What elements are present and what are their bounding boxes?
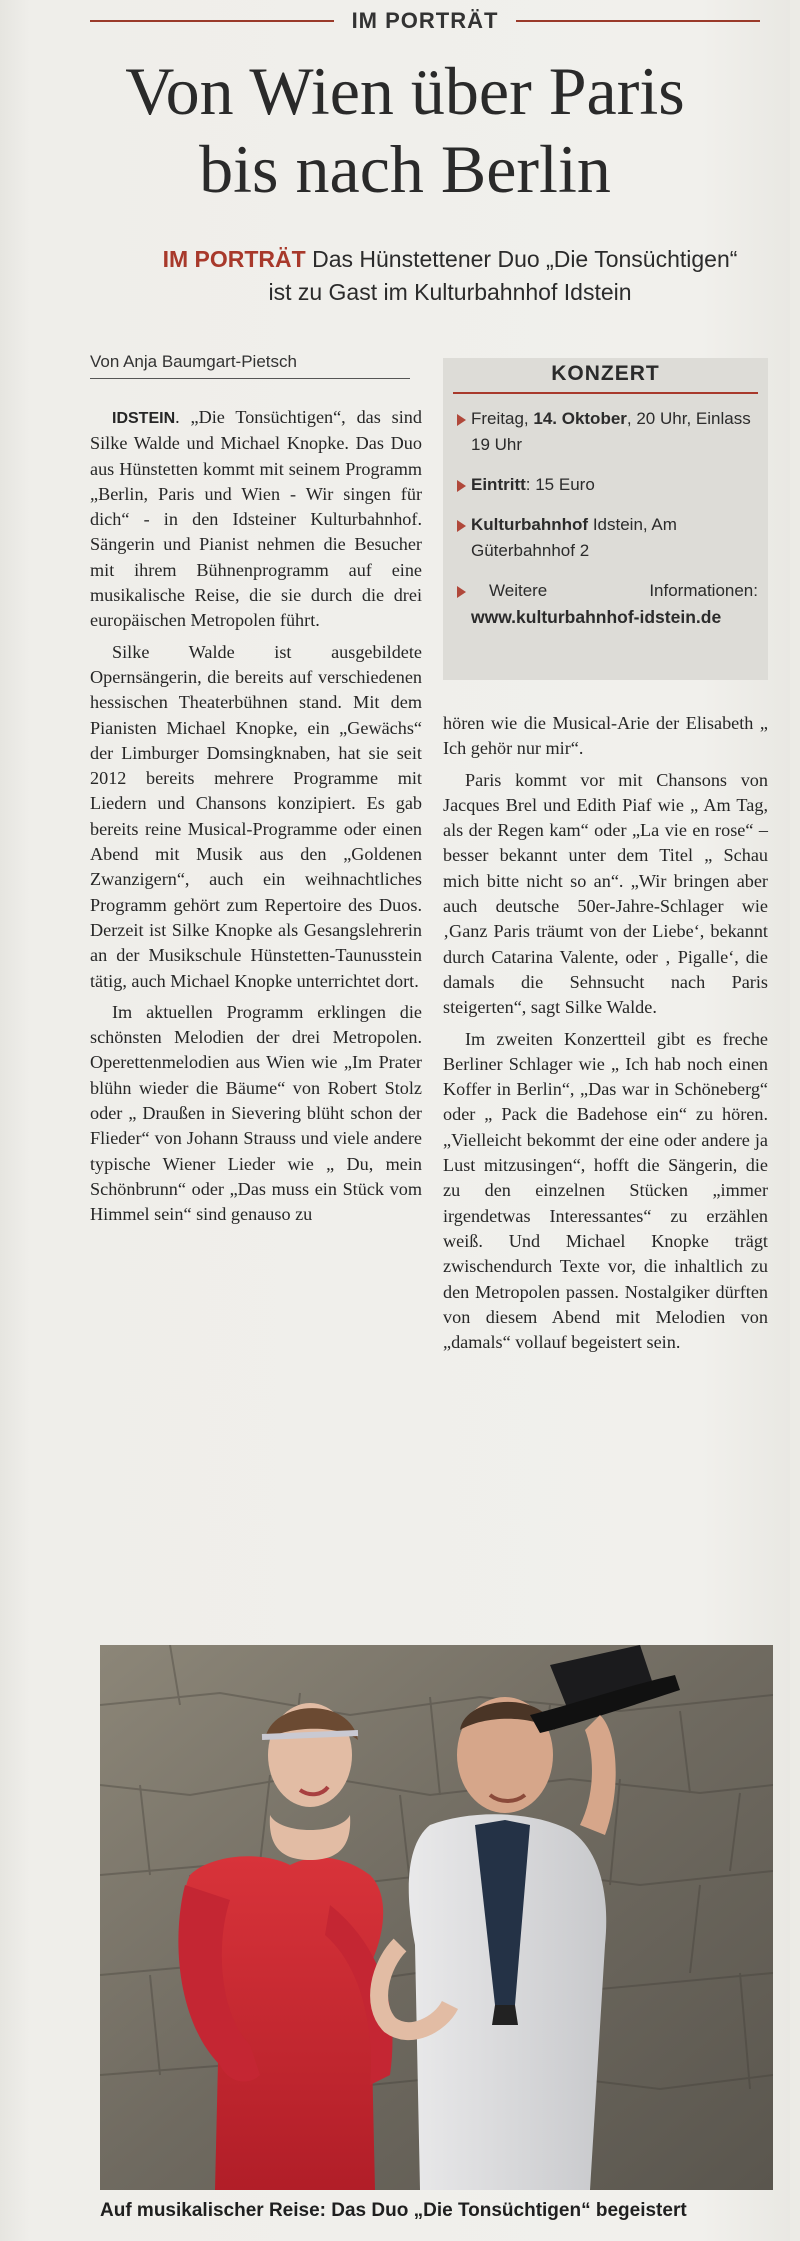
article-column-right bbox=[443, 711, 768, 1355]
more-info-word-2: Informationen: bbox=[649, 581, 758, 600]
infobox-url[interactable]: www.kulturbahnhof-idstein.de bbox=[471, 607, 722, 627]
section-kicker-row bbox=[90, 6, 760, 36]
article-paragraph-3: Im aktuellen Programm erklingen die schönsten Melodien der drei Metropolen. Operettenmelodien aus Wien wie „Im Prater blühn wieder die Bäume“ von Robert Stolz oder „ Draußen in Sievering blüht schon der Flieder“ von Johann Strauss und viele andere typische Wiener Lieder wie „ Du, mein Schönbrunn“ oder „Das muss ein Stück vom Himmel sein“ sind genauso zu bbox=[90, 1001, 422, 1225]
triangle-bullet-icon bbox=[457, 414, 466, 426]
dateline: IDSTEIN bbox=[112, 410, 176, 427]
date-suffix: , 20 Uhr, Einlass 19 Uhr bbox=[471, 409, 751, 454]
photo-caption bbox=[100, 2198, 773, 2226]
article-paragraph-4: hören wie die Musical-Arie der Elisabeth „ Ich gehör nur mir“. bbox=[443, 713, 768, 759]
infobox-more-info bbox=[453, 578, 758, 630]
article-paragraph-2: Silke Walde ist ausgebildete Opernsängerin, die bereits auf verschiedenen hessischen Theaterbühnen stand. Mit dem Pianisten Michael Knopke, ein „Gewächs“ der Limburger Domsingknaben, hat sie seit 2012 bereits mehrere Programme mit Liedern und Chansons konzipiert. Es gab bereits reine Musical-Programme oder einen Abend mit Musik aus den „Goldenen Zwanzigern“, auch ein weihnachtliches Programm gehört zum Repertoire des Duos. Derzeit ist Silke Knopke als Gesangslehrerin an der Musikschule Hünstetten-Taunusstein tätig, auch Michael Knopke unterrichtet dort. bbox=[90, 641, 422, 991]
kicker-rule-right bbox=[516, 20, 760, 22]
article-paragraph-6: Im zweiten Konzertteil gibt es freche Berliner Schlager wie „ Ich hab noch einen Koffer in Berlin“, „Das war in Schöneberg“ oder „ Pack die Badehose ein“ zu hören. „Vielleicht bekommt der eine oder andere ja Lust mitzusingen“, hofft die Sängerin, die zu den einzelnen Stücken „immer irgendetwas Interessantes“ zu erzählen weiß. Und Michael Knopke trägt zwischendurch Texte vor, die inhaltlich zu den Metropolen passen. Nostalgiker dürften von diesem Abend mit Melodien von „damals“ vollauf begeistert sein. bbox=[443, 1028, 768, 1353]
kicker-rule-left bbox=[90, 20, 334, 22]
infobox-venue bbox=[453, 512, 758, 564]
more-info-line bbox=[471, 578, 758, 604]
triangle-bullet-icon bbox=[457, 520, 466, 532]
caption-text: Auf musikalischer Reise: Das Duo „Die Tonsüchtigen“ begeistert bbox=[100, 2200, 687, 2221]
venue-bold: Kulturbahnhof bbox=[471, 515, 589, 534]
article-paragraph-1 bbox=[90, 405, 422, 634]
entry-value: : 15 Euro bbox=[525, 475, 595, 494]
subheadline-kicker: IM PORTRÄT bbox=[162, 246, 306, 272]
subheadline bbox=[150, 243, 750, 309]
venue-rest: Idstein, Am Güterbahnhof 2 bbox=[471, 515, 677, 560]
article-paragraph-5: Paris kommt vor mit Chansons von Jacques Brel und Edith Piaf wie „ Am Tag, als der Regen kam“ oder „La vie en rose“ – besser bekannt unter dem Titel „ Schau mich bitte nicht so an“. „Wir bringen aber auch deutsche 50er-Jahre-Schlager wie ‚Ganz Paris träumt von der Liebe‘, bekannt durch Catarina Valente, oder ‚ Pigalle‘, die damals die Sehnsucht nach Paris steigerten“, sagt Silke Walde. bbox=[443, 769, 768, 1018]
infobox-date bbox=[453, 406, 758, 458]
triangle-bullet-icon bbox=[457, 586, 466, 598]
author-byline: Von Anja Baumgart-Pietsch bbox=[90, 352, 410, 379]
subheadline-text: Das Hünstettener Duo „Die Tonsüchtigen“ ist zu Gast im Kulturbahnhof Idstein bbox=[268, 246, 738, 305]
entry-label: Eintritt bbox=[471, 475, 526, 494]
concert-infobox bbox=[443, 358, 768, 680]
article-column-left bbox=[90, 405, 422, 1228]
duo-photo bbox=[100, 1645, 773, 2190]
paragraph-1-text: . „Die Tonsüchtigen“, das sind Silke Walde und Michael Knopke. Das Duo aus Hünstetten kommt mit seinem Programm „Berlin, Paris und Wien - Wir singen für dich“ - in den Idsteiner Kulturbahnhof. Sängerin und Pianist nehmen die Besucher mit ihrem Bühnenprogramm auf eine musikalische Reise, die sie durch die drei europäischen Metropolen führt. bbox=[90, 407, 422, 631]
date-prefix: Freitag, bbox=[471, 409, 534, 428]
headline-line-1: Von Wien über Paris bbox=[125, 53, 685, 129]
headline-line-2: bis nach Berlin bbox=[199, 131, 611, 207]
section-kicker: IM PORTRÄT bbox=[351, 8, 499, 33]
infobox-title: KONZERT bbox=[453, 358, 758, 394]
duo-photo-illustration bbox=[100, 1645, 773, 2190]
headline bbox=[40, 52, 770, 208]
triangle-bullet-icon bbox=[457, 480, 466, 492]
date-bold: 14. Oktober bbox=[533, 409, 627, 428]
more-info-word-1: Weitere bbox=[489, 581, 548, 600]
infobox-entry bbox=[453, 472, 758, 498]
